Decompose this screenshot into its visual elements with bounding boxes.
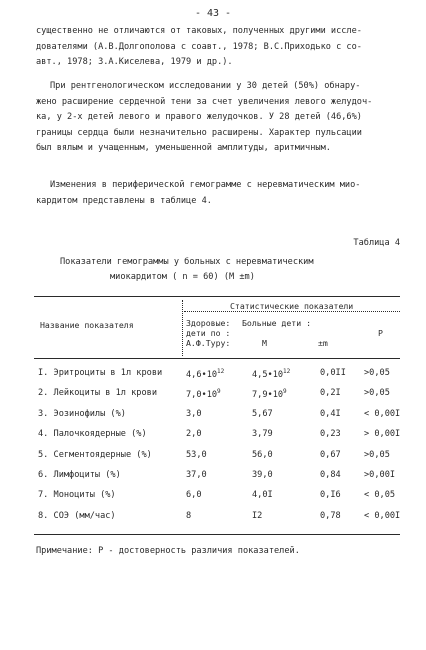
- text-line: границы сердца были незначительно расширены. Характер пульсации: [36, 127, 362, 138]
- text-line: Изменения в периферической гемограмме с неревматическим мио-: [50, 180, 361, 190]
- cell-sick: [252, 388, 287, 400]
- cell-sick: [252, 368, 290, 380]
- cell-text: 0,84: [320, 470, 341, 480]
- cell-text: 0,2I: [320, 388, 341, 399]
- cell-text: > 0,00I: [364, 429, 401, 440]
- cell-text: >0,05: [364, 368, 390, 378]
- table-note: Примечание: P - достоверность различия показателей.: [36, 546, 300, 556]
- column-separator: [182, 300, 183, 356]
- text-line: существенно не отличаются от таковых, полученных другими иссле-: [36, 26, 362, 36]
- cell-text: I2: [252, 510, 263, 521]
- cell-text: 6,0: [186, 490, 202, 501]
- cell-name: [38, 511, 116, 521]
- cell-pm: [320, 429, 341, 439]
- cell-text: >0,00I: [364, 470, 396, 480]
- cell-sick: [252, 511, 262, 521]
- column-header-p: P: [378, 328, 383, 338]
- column-header-pm: ±m: [318, 338, 328, 348]
- cell-text: 4. Палочкоядерные (%): [38, 429, 147, 440]
- cell-exponent: 9: [217, 388, 221, 396]
- cell-text: 4,6•10: [186, 369, 218, 380]
- cell-sick: [252, 470, 273, 480]
- caption-line: Показатели гемограммы у больных с неревматическим: [60, 257, 314, 267]
- cell-healthy: [186, 388, 221, 400]
- cell-pm: [320, 368, 346, 378]
- cell-pm: [320, 450, 341, 460]
- cell-name: [38, 429, 147, 439]
- cell-healthy: [186, 429, 202, 439]
- cell-p: [364, 450, 390, 460]
- text-line: кардитом представлены в таблице 4.: [36, 195, 212, 206]
- cell-pm: [320, 388, 341, 398]
- cell-sick: [252, 429, 273, 439]
- cell-text: 3,79: [252, 429, 273, 440]
- cell-text: 2,0: [186, 429, 202, 440]
- cell-p: [364, 429, 400, 439]
- cell-name: [38, 409, 126, 419]
- cell-text: 4,5•10: [252, 369, 284, 380]
- cell-text: 0,78: [320, 510, 341, 521]
- cell-text: 37,0: [186, 470, 207, 480]
- table-label: Таблица 4: [353, 238, 400, 248]
- column-header-healthy: [186, 318, 230, 348]
- cell-text: 0,67: [320, 449, 341, 460]
- cell-healthy: [186, 450, 207, 460]
- cell-text: I. Эритроциты в 1л крови: [38, 368, 163, 378]
- cell-healthy: [186, 511, 191, 521]
- cell-name: [38, 450, 152, 460]
- cell-sick: [252, 450, 273, 460]
- cell-pm: [320, 511, 341, 521]
- cell-text: >0,05: [364, 449, 390, 460]
- cell-text: 7. Моноциты (%): [38, 490, 116, 501]
- cell-text: 6. Лимфоциты (%): [38, 470, 121, 480]
- cell-pm: [320, 490, 341, 500]
- cell-healthy: [186, 470, 207, 480]
- cell-text: 7,0•10: [186, 390, 218, 401]
- cell-p: [364, 388, 390, 398]
- cell-text: 8. СОЭ (мм/час): [38, 510, 116, 521]
- caption-line: миокардитом ( n = 60) (M ±m): [110, 272, 255, 282]
- header-line: дети по :: [186, 328, 231, 338]
- cell-text: 8: [186, 510, 192, 521]
- text-line: авт., 1978; З.А.Киселева, 1979 и др.).: [36, 57, 233, 67]
- cell-name: [38, 470, 121, 480]
- cell-exponent: 12: [283, 368, 291, 375]
- cell-pm: [320, 409, 341, 419]
- cell-p: [364, 490, 395, 500]
- cell-text: < 0,00I: [364, 408, 401, 419]
- cell-text: 7,9•10: [252, 390, 284, 401]
- header-line: Здоровые:: [186, 318, 231, 328]
- cell-p: [364, 409, 400, 419]
- cell-text: 56,0: [252, 449, 273, 460]
- xray-paragraph: [36, 79, 398, 157]
- table-caption: [60, 255, 314, 285]
- cell-text: 0,0II: [320, 368, 346, 378]
- cell-p: [364, 368, 390, 378]
- column-header-name: Название показателя: [40, 320, 134, 330]
- cell-pm: [320, 470, 341, 480]
- intro-paragraph: [36, 24, 398, 71]
- column-header-group: Статистические показатели: [230, 301, 354, 311]
- page-number: - 43 -: [194, 8, 232, 19]
- table-top-rule: [34, 296, 400, 297]
- cell-text: 5,67: [252, 408, 273, 419]
- text-line: При рентгенологическом исследовании у 30 детей (50%) обнару-: [50, 81, 361, 91]
- cell-p: [364, 511, 400, 521]
- table-header-rule: [34, 358, 400, 359]
- cell-text: 0,23: [320, 429, 341, 440]
- text-line: ка, у 2-х детей левого и правого желудочков. У 28 детей (46,6%): [36, 112, 362, 122]
- cell-text: < 0,05: [364, 490, 396, 501]
- cell-text: 3. Эозинофилы (%): [38, 408, 126, 419]
- text-line: был вялым и учащенным, уменьшенной амплитуды, аритмичным.: [36, 143, 331, 153]
- cell-healthy: [186, 490, 202, 500]
- cell-text: 2. Лейкоциты в 1л крови: [38, 388, 157, 399]
- group-header-rule: [184, 311, 400, 312]
- column-header-sick: Больные дети :: [242, 318, 312, 328]
- cell-name: [38, 388, 157, 398]
- table-bottom-rule: [34, 534, 400, 535]
- cell-exponent: 12: [217, 368, 225, 375]
- cell-text: 0,4I: [320, 408, 341, 419]
- cell-text: 4,0I: [252, 490, 273, 501]
- cell-text: >0,05: [364, 388, 390, 399]
- cell-text: 0,I6: [320, 490, 341, 501]
- header-line: А.Ф.Туру:: [186, 338, 231, 348]
- cell-healthy: [186, 368, 224, 380]
- hemogram-paragraph: [36, 178, 398, 209]
- text-line: дователями (А.В.Долгополова с соавт., 1978; В.С.Приходько с со-: [36, 41, 362, 52]
- cell-text: 5. Сегментоядерные (%): [38, 449, 152, 460]
- column-header-m: M: [262, 338, 267, 348]
- cell-healthy: [186, 409, 202, 419]
- cell-text: < 0,00I: [364, 510, 401, 521]
- cell-text: 3,0: [186, 408, 202, 419]
- cell-exponent: 9: [283, 388, 287, 396]
- cell-sick: [252, 490, 273, 500]
- cell-name: [38, 490, 116, 500]
- cell-text: 53,0: [186, 449, 207, 460]
- cell-sick: [252, 409, 273, 419]
- cell-p: [364, 470, 395, 480]
- text-line: жено расширение сердечной тени за счет увеличения левого желудоч-: [36, 96, 373, 107]
- cell-name: [38, 368, 162, 378]
- cell-text: 39,0: [252, 470, 273, 480]
